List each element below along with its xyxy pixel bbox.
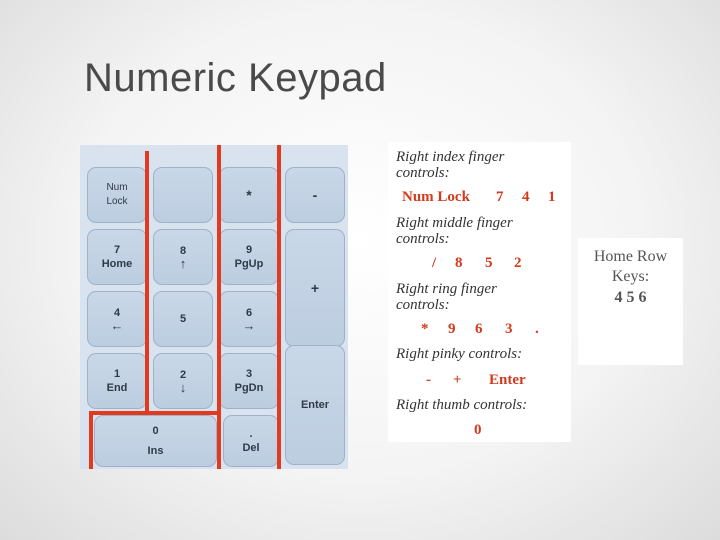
heading-line: Right ring finger bbox=[396, 281, 497, 297]
key-label: Del bbox=[242, 442, 260, 454]
key-label: 2 bbox=[179, 369, 187, 381]
finger-key: / bbox=[432, 255, 437, 271]
finger-key: 4 bbox=[522, 189, 530, 205]
key-label: Lock bbox=[106, 196, 128, 207]
key-5 bbox=[153, 291, 213, 347]
finger-key: 9 bbox=[448, 321, 456, 337]
left-arrow-icon: ← bbox=[110, 318, 124, 333]
key-label: 7 bbox=[113, 244, 121, 256]
ring-heading bbox=[396, 281, 497, 313]
key-label: . bbox=[249, 428, 253, 440]
pinky-heading: Right pinky controls: bbox=[396, 346, 523, 362]
key-enter bbox=[285, 345, 345, 465]
key-num-lock bbox=[87, 167, 147, 223]
key-label: End bbox=[106, 382, 128, 394]
key-label: 3 bbox=[245, 368, 253, 380]
key-plus bbox=[285, 229, 345, 347]
finger-key: 0 bbox=[474, 422, 482, 438]
finger-key: Num Lock bbox=[402, 189, 470, 205]
key-label: 4 bbox=[113, 307, 121, 319]
key-minus bbox=[285, 167, 345, 223]
key-6 bbox=[219, 291, 279, 347]
key-label: 9 bbox=[245, 244, 253, 256]
finger-key: 7 bbox=[496, 189, 504, 205]
key-label: PgUp bbox=[234, 258, 264, 270]
key-label: + bbox=[310, 280, 320, 296]
finger-key: + bbox=[453, 372, 462, 388]
finger-key: * bbox=[421, 321, 429, 337]
heading-line: Right middle finger bbox=[396, 215, 513, 231]
key-1 bbox=[87, 353, 147, 409]
middle-heading bbox=[396, 215, 513, 247]
finger-key: Enter bbox=[489, 372, 526, 388]
key-9 bbox=[219, 229, 279, 285]
finger-key: 8 bbox=[455, 255, 463, 271]
finger-key: 5 bbox=[485, 255, 493, 271]
key-decimal bbox=[223, 415, 279, 467]
finger-zone-line bbox=[277, 145, 281, 469]
home-row-keys: 4 5 6 bbox=[614, 289, 647, 306]
finger-key: 2 bbox=[514, 255, 522, 271]
heading-line: controls: bbox=[396, 165, 450, 181]
key-label: 1 bbox=[113, 368, 121, 380]
finger-key: 3 bbox=[505, 321, 513, 337]
home-row-label: Home Row bbox=[593, 248, 668, 265]
heading-line: Right index finger bbox=[396, 149, 505, 165]
key-0 bbox=[94, 415, 217, 467]
key-8 bbox=[153, 229, 213, 285]
heading-line: controls: bbox=[396, 297, 450, 313]
slide-title: Numeric Keypad bbox=[84, 56, 387, 100]
up-arrow-icon: ↑ bbox=[179, 256, 187, 271]
heading-line: controls: bbox=[396, 231, 450, 247]
key-label: Home bbox=[101, 258, 133, 270]
finger-zone-line bbox=[89, 411, 93, 469]
key-label: Ins bbox=[147, 445, 164, 457]
finger-key: . bbox=[535, 321, 539, 337]
finger-zone-line bbox=[145, 151, 149, 413]
down-arrow-icon: ↓ bbox=[179, 380, 187, 395]
key-7 bbox=[87, 229, 147, 285]
key-label: 8 bbox=[179, 245, 187, 257]
home-row-box bbox=[578, 238, 683, 365]
key-label: 0 bbox=[152, 425, 159, 437]
key-label: Num bbox=[106, 182, 128, 193]
key-4 bbox=[87, 291, 147, 347]
home-row-label: Keys: bbox=[611, 268, 650, 285]
key-label: Enter bbox=[300, 399, 330, 411]
finger-assignments-panel bbox=[388, 142, 571, 442]
key-label: PgDn bbox=[234, 382, 264, 394]
finger-key: - bbox=[426, 372, 431, 388]
right-arrow-icon: → bbox=[242, 318, 256, 333]
key-label: - bbox=[312, 187, 318, 203]
key-divide bbox=[153, 167, 213, 223]
key-3 bbox=[219, 353, 279, 409]
key-2 bbox=[153, 353, 213, 409]
key-multiply bbox=[219, 167, 279, 223]
key-label: 6 bbox=[245, 307, 253, 319]
index-heading bbox=[396, 149, 504, 181]
key-label: * bbox=[246, 187, 252, 203]
finger-key: 6 bbox=[475, 321, 483, 337]
finger-zone-line bbox=[89, 411, 221, 415]
finger-key: 1 bbox=[548, 189, 556, 205]
numeric-keypad-image bbox=[80, 145, 348, 469]
thumb-heading: Right thumb controls: bbox=[396, 397, 528, 413]
key-label: 5 bbox=[179, 313, 187, 325]
finger-zone-line bbox=[217, 145, 221, 469]
